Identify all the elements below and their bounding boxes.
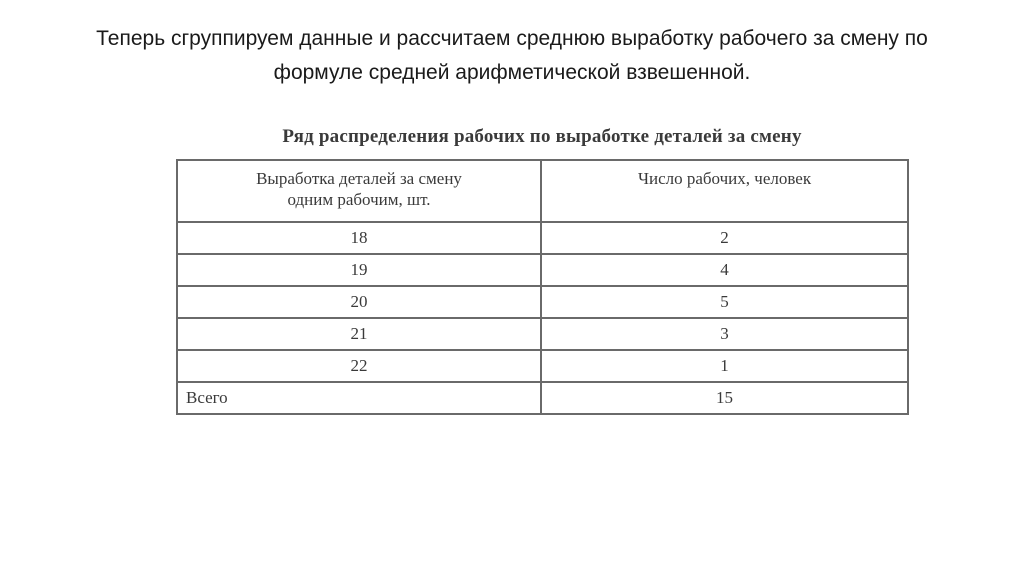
cell-output: 21 <box>177 318 541 350</box>
cell-workers: 2 <box>541 222 908 254</box>
cell-workers: 5 <box>541 286 908 318</box>
total-label: Всего <box>177 382 541 414</box>
cell-output: 18 <box>177 222 541 254</box>
cell-workers: 4 <box>541 254 908 286</box>
cell-output: 20 <box>177 286 541 318</box>
total-workers: 15 <box>541 382 908 414</box>
cell-workers: 3 <box>541 318 908 350</box>
intro-line-1: Теперь сгруппируем данные и рассчитаем среднюю выработку рабочего за смену по <box>96 27 928 50</box>
table-title: Ряд распределения рабочих по выработке деталей за смену <box>282 126 802 147</box>
table-row <box>177 350 908 382</box>
table-row <box>177 222 908 254</box>
header-output-line-2: одним рабочим, шт. <box>287 190 431 209</box>
table-header-row <box>177 160 908 222</box>
table-row <box>177 286 908 318</box>
table-row <box>177 318 908 350</box>
distribution-table <box>176 159 909 415</box>
header-output-line-1: Выработка деталей за смену <box>256 169 462 188</box>
table-total-row <box>177 382 908 414</box>
table-row <box>177 254 908 286</box>
header-output <box>177 160 541 222</box>
intro-line-2: формуле средней арифметической взвешенной. <box>273 61 751 84</box>
cell-output: 22 <box>177 350 541 382</box>
intro-text <box>40 22 984 90</box>
cell-output: 19 <box>177 254 541 286</box>
header-workers: Число рабочих, человек <box>541 160 908 222</box>
cell-workers: 1 <box>541 350 908 382</box>
